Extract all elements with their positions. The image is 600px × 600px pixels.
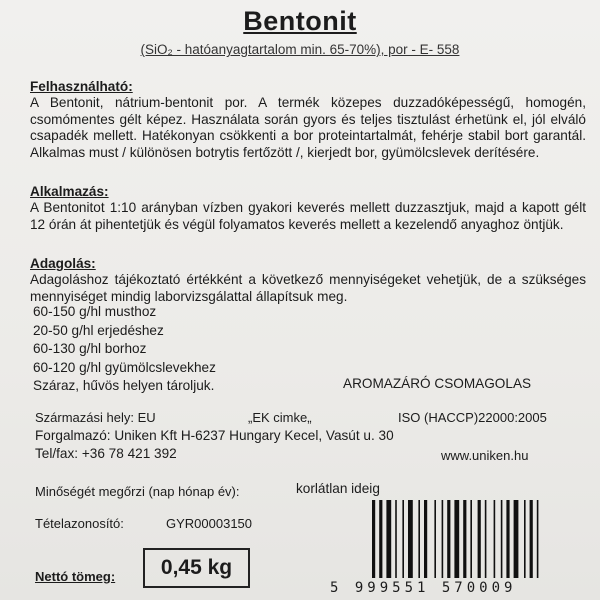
- iso-label: ISO (HACCP)22000:2005: [398, 410, 547, 425]
- product-title: Bentonit: [243, 6, 357, 36]
- net-weight-box: [143, 548, 250, 588]
- application-text: A Bentonitot 1:10 arányban vízben gyakori keverés mellett duzzasztjuk, majd a kapott gélt 12 órán át pihentetjük és végül folyamatos keverés mellett a kezelendő anyaghoz öntjük.: [30, 200, 586, 232]
- dosage-item-juice: 60-120 g/hl gyümölcslevekhez: [33, 359, 216, 375]
- usage-heading: Felhasználható:: [30, 79, 133, 94]
- dosage-heading: Adagolás:: [30, 256, 96, 271]
- phone: Tel/fax: +36 78 421 392: [35, 446, 177, 461]
- dosage-list: [33, 303, 216, 396]
- barcode-digits: 5 999551 570009: [330, 580, 517, 596]
- dosage-text: Adagoláshoz tájékoztató értékként a következő mennyiségeket vehetjük, de a szükséges mennyiséget mindig laborvizsgálattal állapítsuk meg.: [30, 272, 586, 304]
- storage-note: Száraz, hűvös helyen tároljuk.: [33, 378, 215, 393]
- best-before-value: korlátlan ideig: [296, 481, 380, 496]
- usage-text: A Bentonit, nátrium-bentonit por. A termék közepes duzzadóképességű, homogén, csomómentes gélt képez. Használata során gyors és teljes tisztulást érhetünk el, jól elváló csapadék mellett. Hatékonyan csökkenti a bor proteintartalmát, fehérje stabil bort garantál. Alkalmas must / különösen botrytis fertőzött /, kierjedt bor, gyümölcslevek derítésére.: [30, 95, 586, 160]
- dosage-section: [30, 256, 586, 305]
- dosage-item-fermentation: 20-50 g/hl erjedéshez: [33, 322, 164, 338]
- item-id-label: Tételazonosító:: [35, 516, 124, 531]
- dosage-item-wine: 60-130 g/hl borhoz: [33, 341, 147, 356]
- net-weight-label: Nettó tömeg:: [35, 569, 116, 584]
- usage-section: [30, 79, 586, 161]
- distributor: Forgalmazó: Uniken Kft H-6237 Hungary Kecel, Vasút u. 30: [35, 428, 394, 443]
- product-subtitle: (SiO₂ - hatóanyagtartalom min. 65-70%), por - E- 558: [140, 42, 460, 57]
- application-section: [30, 184, 586, 233]
- dosage-item-must: 60-150 g/hl musthoz: [33, 304, 157, 319]
- website: www.uniken.hu: [441, 448, 529, 463]
- best-before-label: Minőségét megőrzi (nap hónap év):: [35, 484, 240, 499]
- origin-label: Származási hely: EU: [35, 410, 156, 425]
- net-weight-value: 0,45 kg: [160, 556, 233, 579]
- ek-label: „EK cimke„: [248, 410, 312, 425]
- application-heading: Alkalmazás:: [30, 184, 109, 199]
- item-id-value: GYR00003150: [166, 516, 253, 531]
- packaging-note: AROMAZÁRÓ CSOMAGOLAS: [343, 376, 532, 391]
